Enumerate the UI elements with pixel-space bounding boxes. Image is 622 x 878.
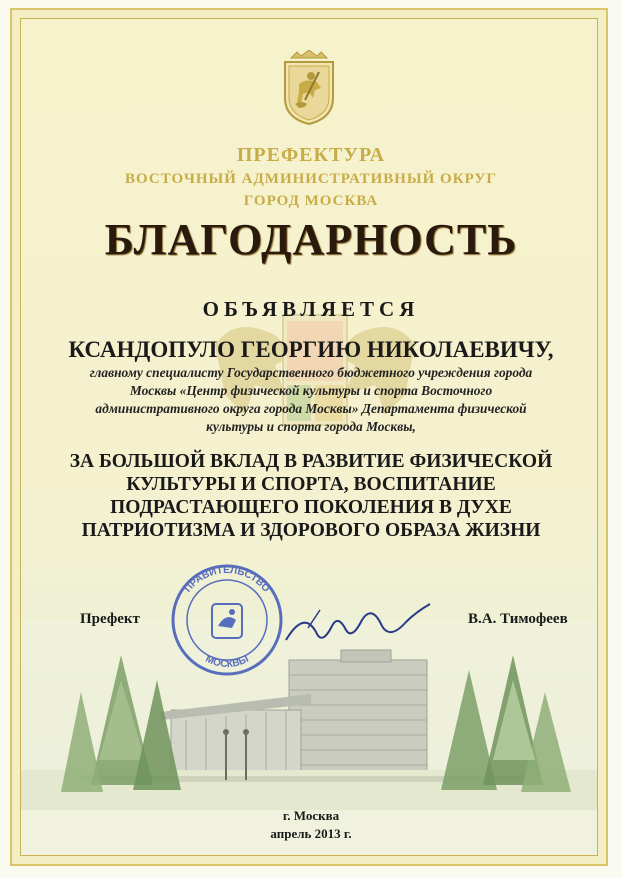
issue-date: апрель 2013 г. xyxy=(270,826,352,841)
position-line: главному специалисту Государственного бюджетного учреждения города xyxy=(89,365,533,380)
reason-line: ЗА БОЛЬШОЙ ВКЛАД В РАЗВИТИЕ ФИЗИЧЕСКОЙ xyxy=(69,451,553,472)
announcement: ОБЪЯВЛЯЕТСЯ xyxy=(202,297,420,321)
document-title: БЛАГОДАРНОСТЬ xyxy=(104,215,518,264)
okrug-name: ВОСТОЧНЫЙ АДМИНИСТРАТИВНЫЙ ОКРУГ xyxy=(125,171,497,187)
official-stamp xyxy=(166,560,288,678)
issue-place: г. Москва xyxy=(282,808,340,823)
stamp-bottom-text: МОСКВЫ xyxy=(203,653,251,671)
prefecture-title: ПРЕФЕКТУРА xyxy=(236,144,386,166)
reason-line: ПАТРИОТИЗМА И ЗДОРОВОГО ОБРАЗА ЖИЗНИ xyxy=(81,520,541,541)
recipient-position xyxy=(0,364,622,436)
stamp-top-text: ПРАВИТЕЛЬСТВО xyxy=(182,564,272,595)
position-line: административного округа города Москвы» Департамента физической xyxy=(95,401,527,416)
signer-role: Префект xyxy=(80,611,140,627)
award-reason xyxy=(0,450,622,542)
reason-line: КУЛЬТУРЫ И СПОРТА, ВОСПИТАНИЕ xyxy=(126,474,496,495)
svg-text:МОСКВЫ xyxy=(204,654,251,671)
signer-name: В.А. Тимофеев xyxy=(468,611,568,627)
recipient-name: КСАНДОПУЛО ГЕОРГИЮ НИКОЛАЕВИЧУ, xyxy=(68,337,554,362)
city-name: ГОРОД МОСКВА xyxy=(243,193,379,209)
position-line: Москвы «Центр физической культуры и спорта Восточного xyxy=(129,383,493,398)
position-line: культуры и спорта города Москвы, xyxy=(206,419,416,434)
handwritten-signature xyxy=(278,600,438,660)
moscow-coat-of-arms-icon xyxy=(277,50,341,126)
reason-line: ПОДРАСТАЮЩЕГО ПОКОЛЕНИЯ В ДУХЕ xyxy=(110,497,512,518)
